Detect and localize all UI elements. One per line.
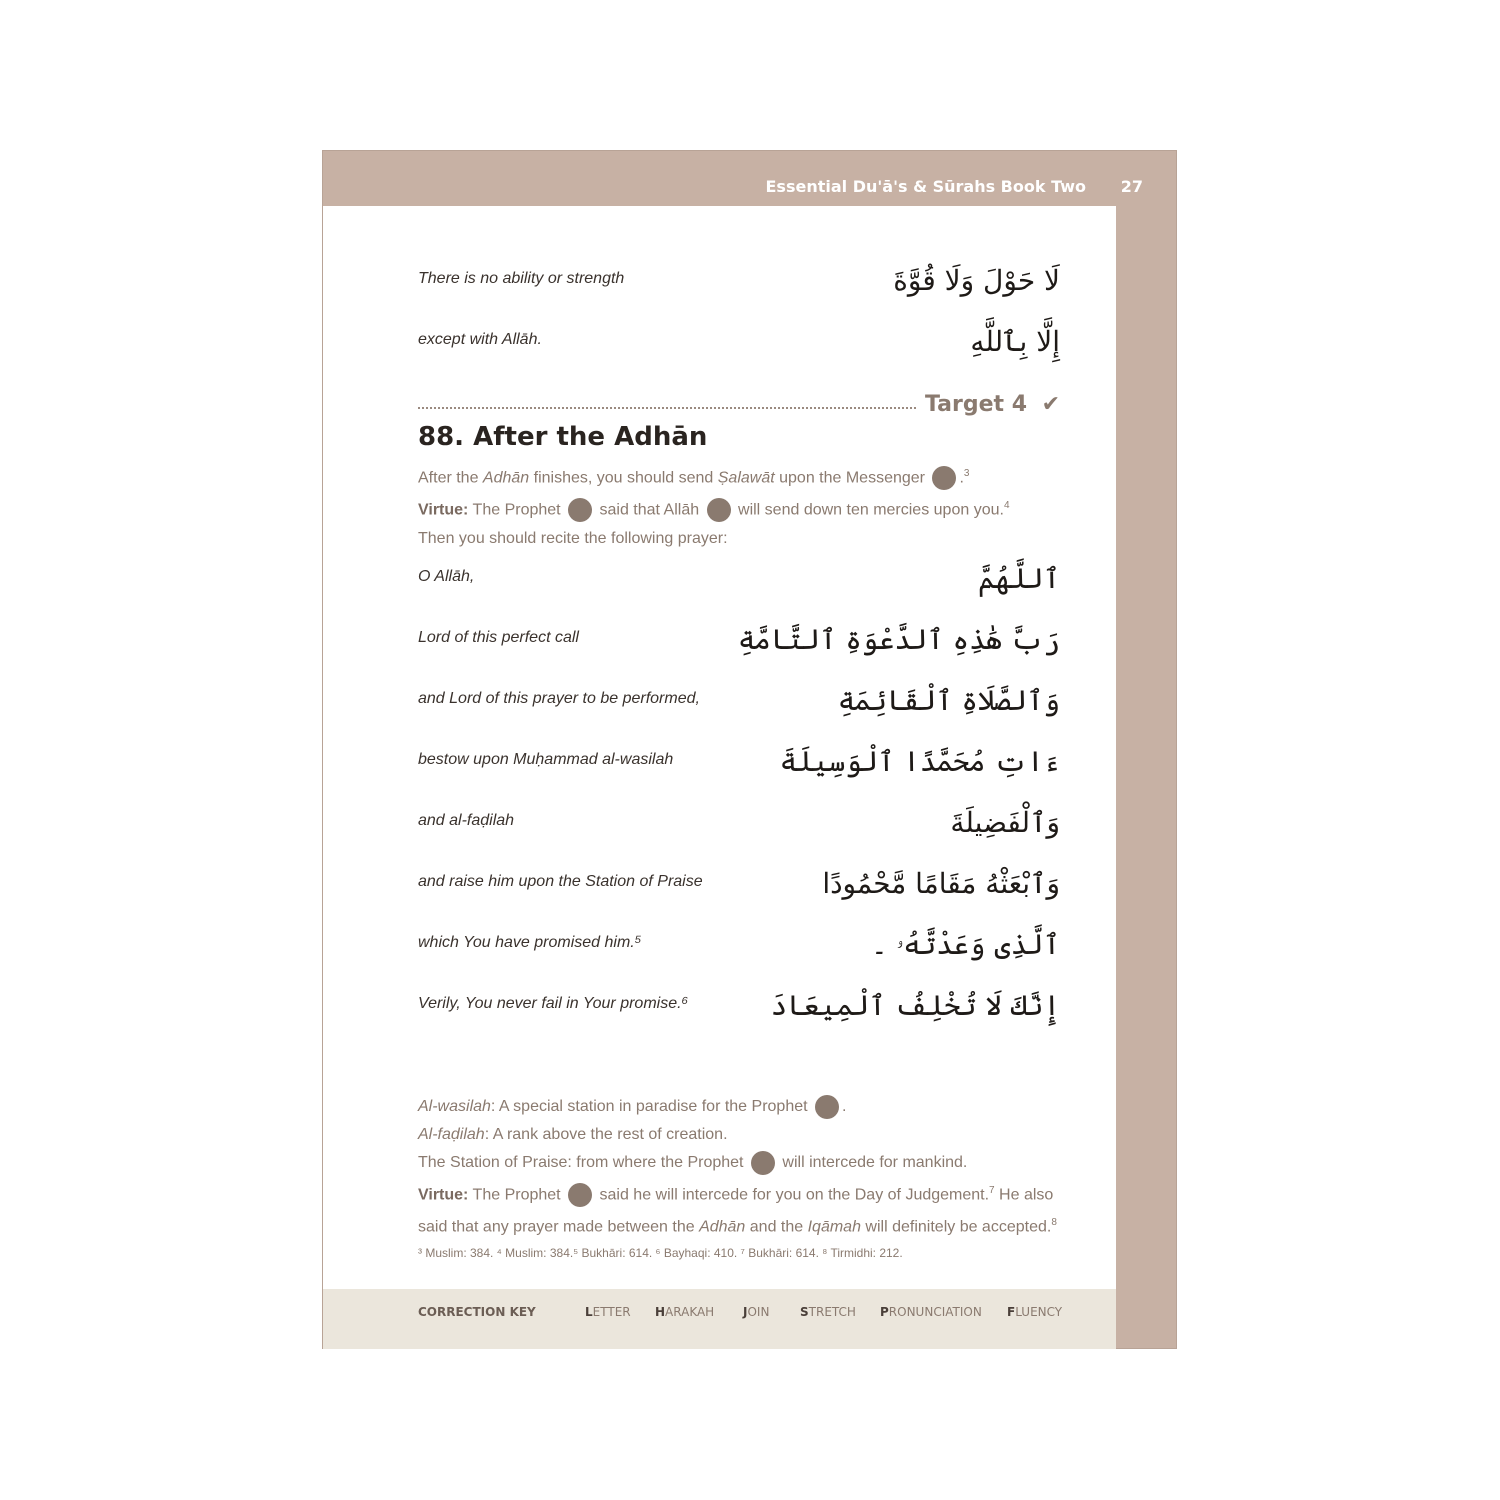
prayer-line-row <box>418 928 1060 989</box>
arabic-line: ءَاتِ مُحَمَّدًا ٱلْوَسِيلَةَ <box>779 745 1060 778</box>
book-page <box>322 150 1177 1349</box>
salutation-seal-icon <box>815 1095 839 1119</box>
key-harakah: HARAKAH <box>655 1305 715 1319</box>
key-fluency: FLUENCY <box>1007 1305 1063 1319</box>
salutation-seal-icon <box>568 1183 592 1207</box>
english-line: and al-faḍilah <box>418 812 515 829</box>
prayer-line-row <box>418 989 1060 1050</box>
arabic-line: وَٱلْفَضِيلَةَ <box>950 806 1060 839</box>
key-stretch: STRETCH <box>800 1305 856 1319</box>
page-number: 27 <box>1120 177 1143 196</box>
target-label: Target 4 <box>925 392 1028 417</box>
key-letter: LETTER <box>585 1305 631 1319</box>
prayer-line-row <box>418 806 1060 867</box>
arabic-line: لَا حَوْلَ وَلَا قُوَّةَ <box>893 264 1060 297</box>
arabic-line: وَٱبْعَثْهُ مَقَامًا مَّحْمُودًا <box>822 867 1060 900</box>
english-line: which You have promised him.⁵ <box>418 934 642 951</box>
english-line: Verily, You never fail in Your promise.⁶ <box>418 995 689 1012</box>
page-body <box>323 206 1116 1289</box>
line-row <box>418 325 1060 386</box>
arabic-line: ٱلَّذِى وَعَدْتَّهُۥ ۔ <box>871 928 1060 961</box>
prayer-line-row <box>418 867 1060 928</box>
arabic-line: رَبَّ هَٰذِهِ ٱلدَّعْوَةِ ٱلتَّامَّةِ <box>737 623 1060 656</box>
target-divider <box>418 392 1060 422</box>
correction-key-bar <box>323 1289 1116 1349</box>
key-pronunciation: PRONUNCIATION <box>880 1305 982 1319</box>
check-icon: ✔ <box>1041 392 1060 417</box>
arabic-line: إِنَّكَ لَا تُخْلِفُ ٱلْمِيعَادَ <box>770 989 1060 1022</box>
prayer-lines <box>418 562 1060 1050</box>
prayer-line-row <box>418 562 1060 623</box>
correction-key-label: CORRECTION KEY <box>418 1305 536 1319</box>
section-intro <box>418 422 1060 553</box>
running-header-title: Essential Du'ā's & Sūrahs Book Two <box>765 177 1086 196</box>
key-join: JOIN <box>743 1305 770 1319</box>
top-lines <box>418 264 1060 386</box>
line-row <box>418 264 1060 325</box>
salutation-seal-icon <box>932 466 956 490</box>
english-line: bestow upon Muḥammad al-wasilah <box>418 751 674 768</box>
prayer-line-row <box>418 745 1060 806</box>
arabic-line: إِلَّا بِٱللَّهِ <box>970 325 1060 358</box>
english-line: and Lord of this prayer to be performed, <box>418 690 700 707</box>
glorification-seal-icon <box>707 498 731 522</box>
section-title: 88. After the Adhān <box>418 422 708 452</box>
english-line: O Allāh, <box>418 568 475 585</box>
prayer-line-row <box>418 623 1060 684</box>
english-line: and raise him upon the Station of Praise <box>418 873 703 890</box>
notes <box>418 1093 1060 1260</box>
english-line: There is no ability or strength <box>418 270 625 287</box>
arabic-line: وَٱلصَّلَاةِ ٱلْقَائِمَةِ <box>837 684 1060 717</box>
virtue-label: Virtue: <box>418 501 469 519</box>
arabic-line: ٱللَّهُمَّ <box>977 562 1060 595</box>
salutation-seal-icon <box>568 498 592 522</box>
intro-paragraph: After the Adhān finishes, you should send Ṣalawāt upon the Messenger .$^3$ Virtue: The Prophet said that Allāh will send down ten mercies upon you.$^4$ Then you should recite the following prayer: <box>418 468 1010 547</box>
prayer-line-row <box>418 684 1060 745</box>
english-line: Lord of this perfect call <box>418 629 579 646</box>
notes-paragraph: Al-wasilah: A special station in paradise for the Prophet . Al-faḍilah: A rank above the rest of creation. The Station of Praise: from where the Prophet will intercede for mankind. Virtue: The Prophet said he will intercede for you on the Day of Judgement.$^7$ He also said that any prayer made between the Adhān and the Iqāmah will definitely be accepted.$^8$ <box>418 1093 1060 1242</box>
english-line: except with Allāh. <box>418 331 542 348</box>
salutation-seal-icon <box>751 1151 775 1175</box>
dotted-divider <box>418 407 916 409</box>
footnote-references: ³ Muslim: 384. ⁴ Muslim: 384.⁵ Bukhāri: 614. ⁶ Bayhaqi: 410. ⁷ Bukhāri: 614. ⁸ Tirmidhi: 212. <box>418 1245 903 1260</box>
